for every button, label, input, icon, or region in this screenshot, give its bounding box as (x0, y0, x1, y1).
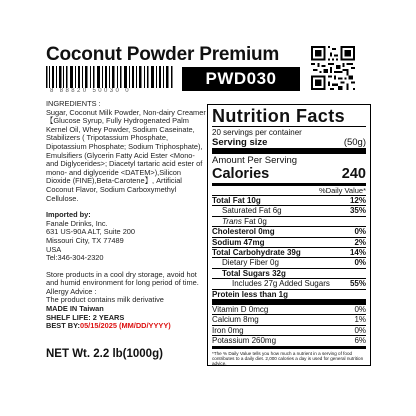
daily-value-footnote: *The % Daily Value tells you how much a nutrient in a serving of food contributes to a daily diet. 2,000 calories a day is used for general nutrition advice. (212, 350, 364, 367)
importer-address-line-1: 631 US-90A ALT, Suite 200 (46, 227, 136, 237)
importer-country: USA (46, 244, 62, 254)
nutrient-label: Total Sugars 32g (222, 268, 286, 278)
barcode-number: 8 88820 50030 0 (50, 88, 132, 94)
nutrient-label (212, 217, 267, 226)
best-by-label: BEST BY: (46, 321, 80, 331)
ingredients-heading: INGREDIENTS : (46, 99, 101, 108)
nutrient-label: Saturated Fat 6g (222, 206, 282, 216)
serving-size-row (212, 137, 366, 148)
amount-per-serving: Amount Per Serving (212, 155, 298, 166)
nutrient-label: Protein less than 1g (212, 289, 289, 299)
allergy-text: The product contains milk derivative (46, 295, 164, 305)
nutrient-pct: 14% (349, 248, 366, 258)
calories-label: Calories (212, 166, 270, 182)
trans-label: Trans (222, 216, 242, 226)
calories-row (212, 166, 366, 183)
allergy-label: Allergy Advice : (46, 286, 97, 296)
shelf-life: SHELF LIFE: 2 YEARS (46, 312, 125, 322)
barcode-icon (44, 66, 176, 88)
vitamin-label: Iron 0mg (212, 325, 244, 335)
nutrient-label: Sodium 47mg (212, 237, 265, 247)
nutrient-row-protein (212, 289, 366, 299)
ingredients-section (46, 100, 206, 203)
nutrient-pct: 2% (354, 237, 366, 247)
label-left-column (46, 100, 206, 339)
vitamin-row-potassium (212, 335, 366, 345)
importer-heading: Imported by: (46, 210, 91, 220)
vitamin-row-vitamin-d (212, 305, 366, 314)
serving-size-value: (50g) (343, 137, 366, 148)
vitamin-label: Potassium 260mg (212, 336, 277, 346)
net-weight: NET Wt. 2.2 lb(1000g) (46, 348, 163, 360)
vitamin-pct: 6% (354, 336, 366, 346)
serving-size-label: Serving size (212, 137, 268, 148)
nutrient-row-total-sugars (212, 268, 366, 278)
nutrient-row-cholesterol (212, 226, 366, 236)
nutrient-row-saturated-fat (212, 205, 366, 215)
best-by-value: 05/15/2025 (MM/DD/YYYY) (79, 321, 171, 331)
trans-label-rest: Fat 0g (241, 216, 267, 226)
nutrient-row-added-sugars (212, 278, 366, 288)
calories-value: 240 (341, 166, 366, 182)
vitamin-pct: 1% (354, 315, 366, 325)
nutrient-label: Total Carbohydrate 39g (212, 248, 301, 258)
nutrient-row-sodium (212, 237, 366, 247)
importer-section (46, 211, 206, 263)
best-by (46, 322, 206, 331)
nutrient-row-trans-fat (212, 216, 366, 226)
nutrient-label: Total Fat 10g (212, 196, 261, 205)
vitamin-row-calcium (212, 314, 366, 324)
nutrient-label: Includes 27g Added Sugars (232, 279, 330, 289)
servings-per-container: 20 servings per container (212, 128, 302, 137)
nutrient-label: Dietary Fiber 0g (222, 258, 279, 268)
nutrient-row-dietary-fiber (212, 257, 366, 267)
nutrient-row-total-fat (212, 195, 366, 205)
nutrient-label: Cholesterol 0mg (212, 227, 275, 237)
nutrition-facts-panel (207, 104, 371, 366)
importer-address-line-2: Missouri City, TX 77489 (46, 235, 124, 245)
nutrient-pct: 0% (354, 227, 366, 237)
vitamin-label: Calcium 8mg (212, 315, 259, 325)
ingredients-text: Sugar, Coconut Milk Powder, Non-dairy Creamer【Glucose Syrup, Fully Hydrogenated Palm Kernel Oil, Whey Powder, Sodium Caseinate, Stabilizers ( Tripotassium Phosphate, Dipotassium Phosphate; Sodium Triphosphate), Emulsifiers (Glycerin Fatty Acid Ester <Mono-and Diglycerides>; Diacetyl tartaric acid ester of mono- and diglyceride <DATEM>),Silicon Dioxide (FINE),Beta-Carotene】, Artificial Coconut Flavor, Sodium Carboxymethyl Cellulose. (46, 107, 206, 203)
vitamin-pct: 0% (354, 325, 366, 335)
vitamin-pct: 0% (354, 305, 366, 315)
nutrient-pct: 0% (354, 258, 366, 268)
nutrient-row-total-carbohydrate (212, 247, 366, 257)
importer-phone: Tel:346-304-2320 (46, 253, 104, 263)
nutrient-pct: 12% (349, 196, 366, 205)
nutrient-pct: 35% (349, 206, 366, 216)
storage-text: Store products in a cool dry storage, avoid hot and humid environment for long period of time. (46, 269, 199, 288)
storage-section (46, 271, 206, 331)
vitamin-label: Vitamin D 0mcg (212, 305, 269, 315)
vitamin-row-iron (212, 325, 366, 335)
nutrition-facts-title: Nutrition Facts (212, 106, 346, 126)
product-code-badge: PWD030 (182, 67, 300, 91)
product-title: Coconut Powder Premium (46, 44, 280, 65)
qr-code-icon (311, 46, 355, 90)
nutrient-pct: 55% (349, 279, 366, 289)
daily-value-header: %Daily Value* (319, 186, 366, 195)
importer-name: Fanale Drinks, Inc. (46, 218, 108, 228)
made-in: MADE IN Taiwan (46, 304, 104, 314)
